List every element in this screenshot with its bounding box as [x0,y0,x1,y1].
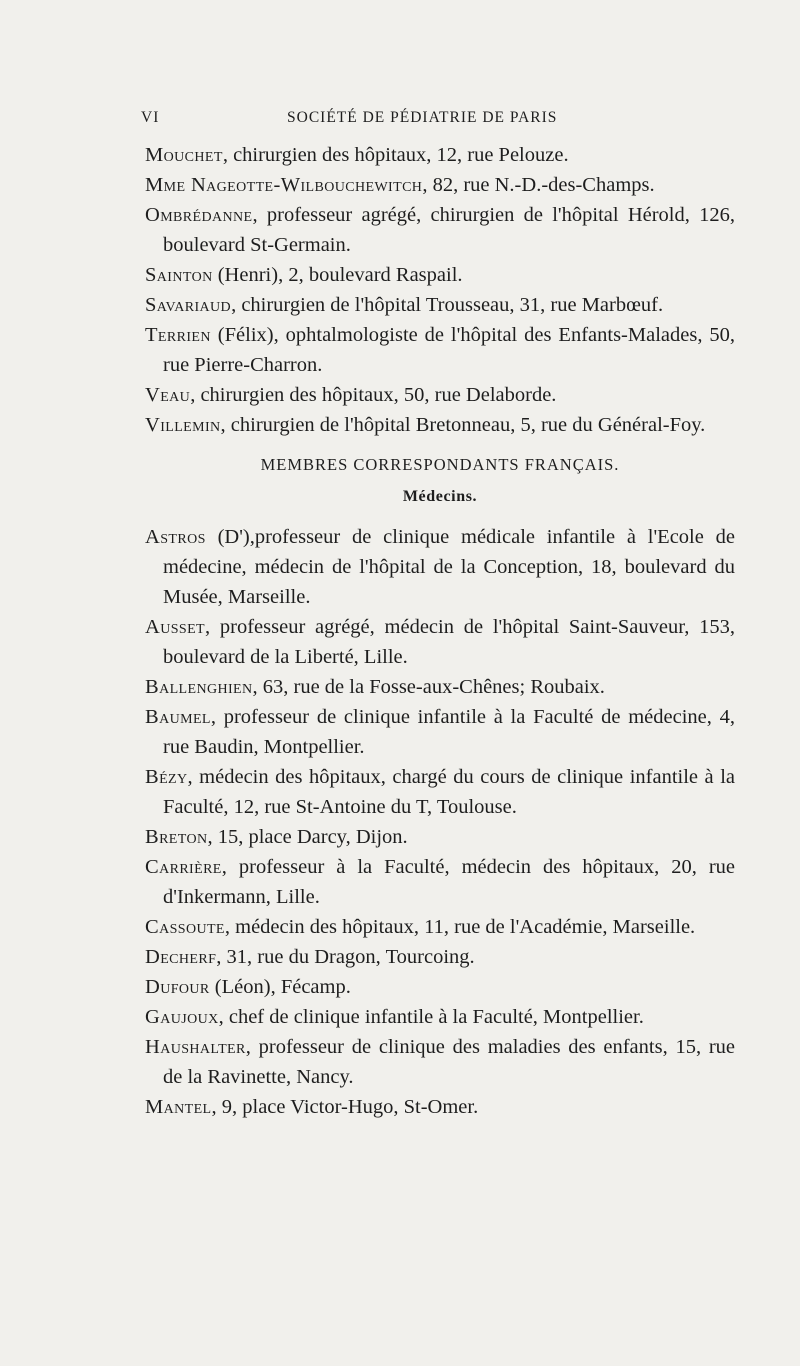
section-title: MEMBRES CORRESPONDANTS FRANÇAIS. [260,455,620,474]
member-details: , professeur agrégé, chirurgien de l'hôpital Hérold, 126, boulevard St-Germain. [163,204,735,256]
member-details: , 15, place Darcy, Dijon. [207,826,408,848]
member-entry [145,1002,735,1032]
member-entry [145,612,735,672]
member-details: , chef de clinique infantile à la Faculté, Montpellier. [218,1006,644,1028]
member-details: , chirurgien de l'hôpital Trousseau, 31, rue Marbœuf. [231,294,664,316]
member-details: , chirurgien de l'hôpital Bretonneau, 5, rue du Général-Foy. [220,414,706,436]
member-entry [145,1032,735,1092]
member-name: Ausset [145,616,205,638]
member-details: , médecin des hôpitaux, 11, rue de l'Académie, Marseille. [224,916,696,938]
member-name: Bézy [145,766,188,788]
member-name: Sainton [145,264,213,286]
member-entry [145,672,735,702]
member-entry [145,140,735,170]
running-header [141,104,735,134]
member-entry [145,522,735,612]
member-details: , 31, rue du Dragon, Tourcoing. [216,946,475,968]
member-name: Gaujoux [145,1006,219,1028]
member-details: , professeur à la Faculté, médecin des hôpitaux, 20, rue d'Inkermann, Lille. [163,856,735,908]
member-details: , chirurgien des hôpitaux, 12, rue Pelouze. [222,144,569,166]
member-name: Mantel [145,1096,212,1118]
member-name: Mme Nageotte-Wilbouchewitch [145,174,423,196]
member-entry [145,972,735,1002]
member-entry [145,410,735,440]
member-list-correspondants [145,522,735,1122]
member-entry [145,320,735,380]
member-entry [145,1092,735,1122]
member-name: Ombrédanne [145,204,253,226]
member-name: Mouchet [145,144,223,166]
member-entry [145,822,735,852]
member-details: , professeur de clinique infantile à la Faculté de médecine, 4, rue Baudin, Montpellier. [163,706,735,758]
member-name: Savariaud [145,294,232,316]
member-name: Veau [145,384,191,406]
member-name: Haushalter [145,1036,246,1058]
member-entry [145,290,735,320]
member-details: , 63, rue de la Fosse-aux-Chênes; Roubaix. [252,676,605,698]
member-name: Decherf [145,946,217,968]
member-name: Breton [145,826,208,848]
member-entry [145,380,735,410]
journal-title: SOCIÉTÉ DE PÉDIATRIE DE PARIS [287,109,558,126]
member-name: Terrien [145,324,211,346]
member-entry [145,170,735,200]
member-details: (D'),professeur de clinique médicale infantile à l'Ecole de médecine, médecin de l'hôpital de la Conception, 18, boulevard du Musée, Marseille. [163,526,735,608]
member-name: Dufour [145,976,210,998]
member-entry [145,702,735,762]
member-name: Astros [145,526,206,548]
member-name: Carrière [145,856,222,878]
member-details: (Félix), ophtalmologiste de l'hôpital des Enfants-Malades, 50, rue Pierre-Charron. [163,324,735,376]
member-details: , professeur de clinique des maladies des enfants, 15, rue de la Ravinette, Nancy. [163,1036,735,1088]
member-details: (Léon), Fécamp. [209,976,351,998]
document-page [141,104,735,1122]
member-entry [145,260,735,290]
member-details: , médecin des hôpitaux, chargé du cours de clinique infantile à la Faculté, 12, rue St-Antoine du T, Toulouse. [163,766,735,818]
member-entry [145,852,735,912]
member-details: , chirurgien des hôpitaux, 50, rue Delaborde. [190,384,557,406]
member-name: Ballenghien [145,676,253,698]
member-entry [145,762,735,822]
member-details: , professeur agrégé, médecin de l'hôpital Saint-Sauveur, 153, boulevard de la Liberté, Lille. [163,616,735,668]
subsection-title: Médecins. [402,488,478,505]
member-entry [145,912,735,942]
member-entry [145,200,735,260]
page-number: VI [141,109,160,126]
member-details: , 9, place Victor-Hugo, St-Omer. [211,1096,479,1118]
member-list-paris [145,140,735,440]
member-details: (Henri), 2, boulevard Raspail. [212,264,463,286]
member-name: Baumel [145,706,211,728]
member-name: Villemin [145,414,221,436]
member-details: , 82, rue N.-D.-des-Champs. [422,174,655,196]
member-name: Cassoute [145,916,225,938]
member-entry [145,942,735,972]
